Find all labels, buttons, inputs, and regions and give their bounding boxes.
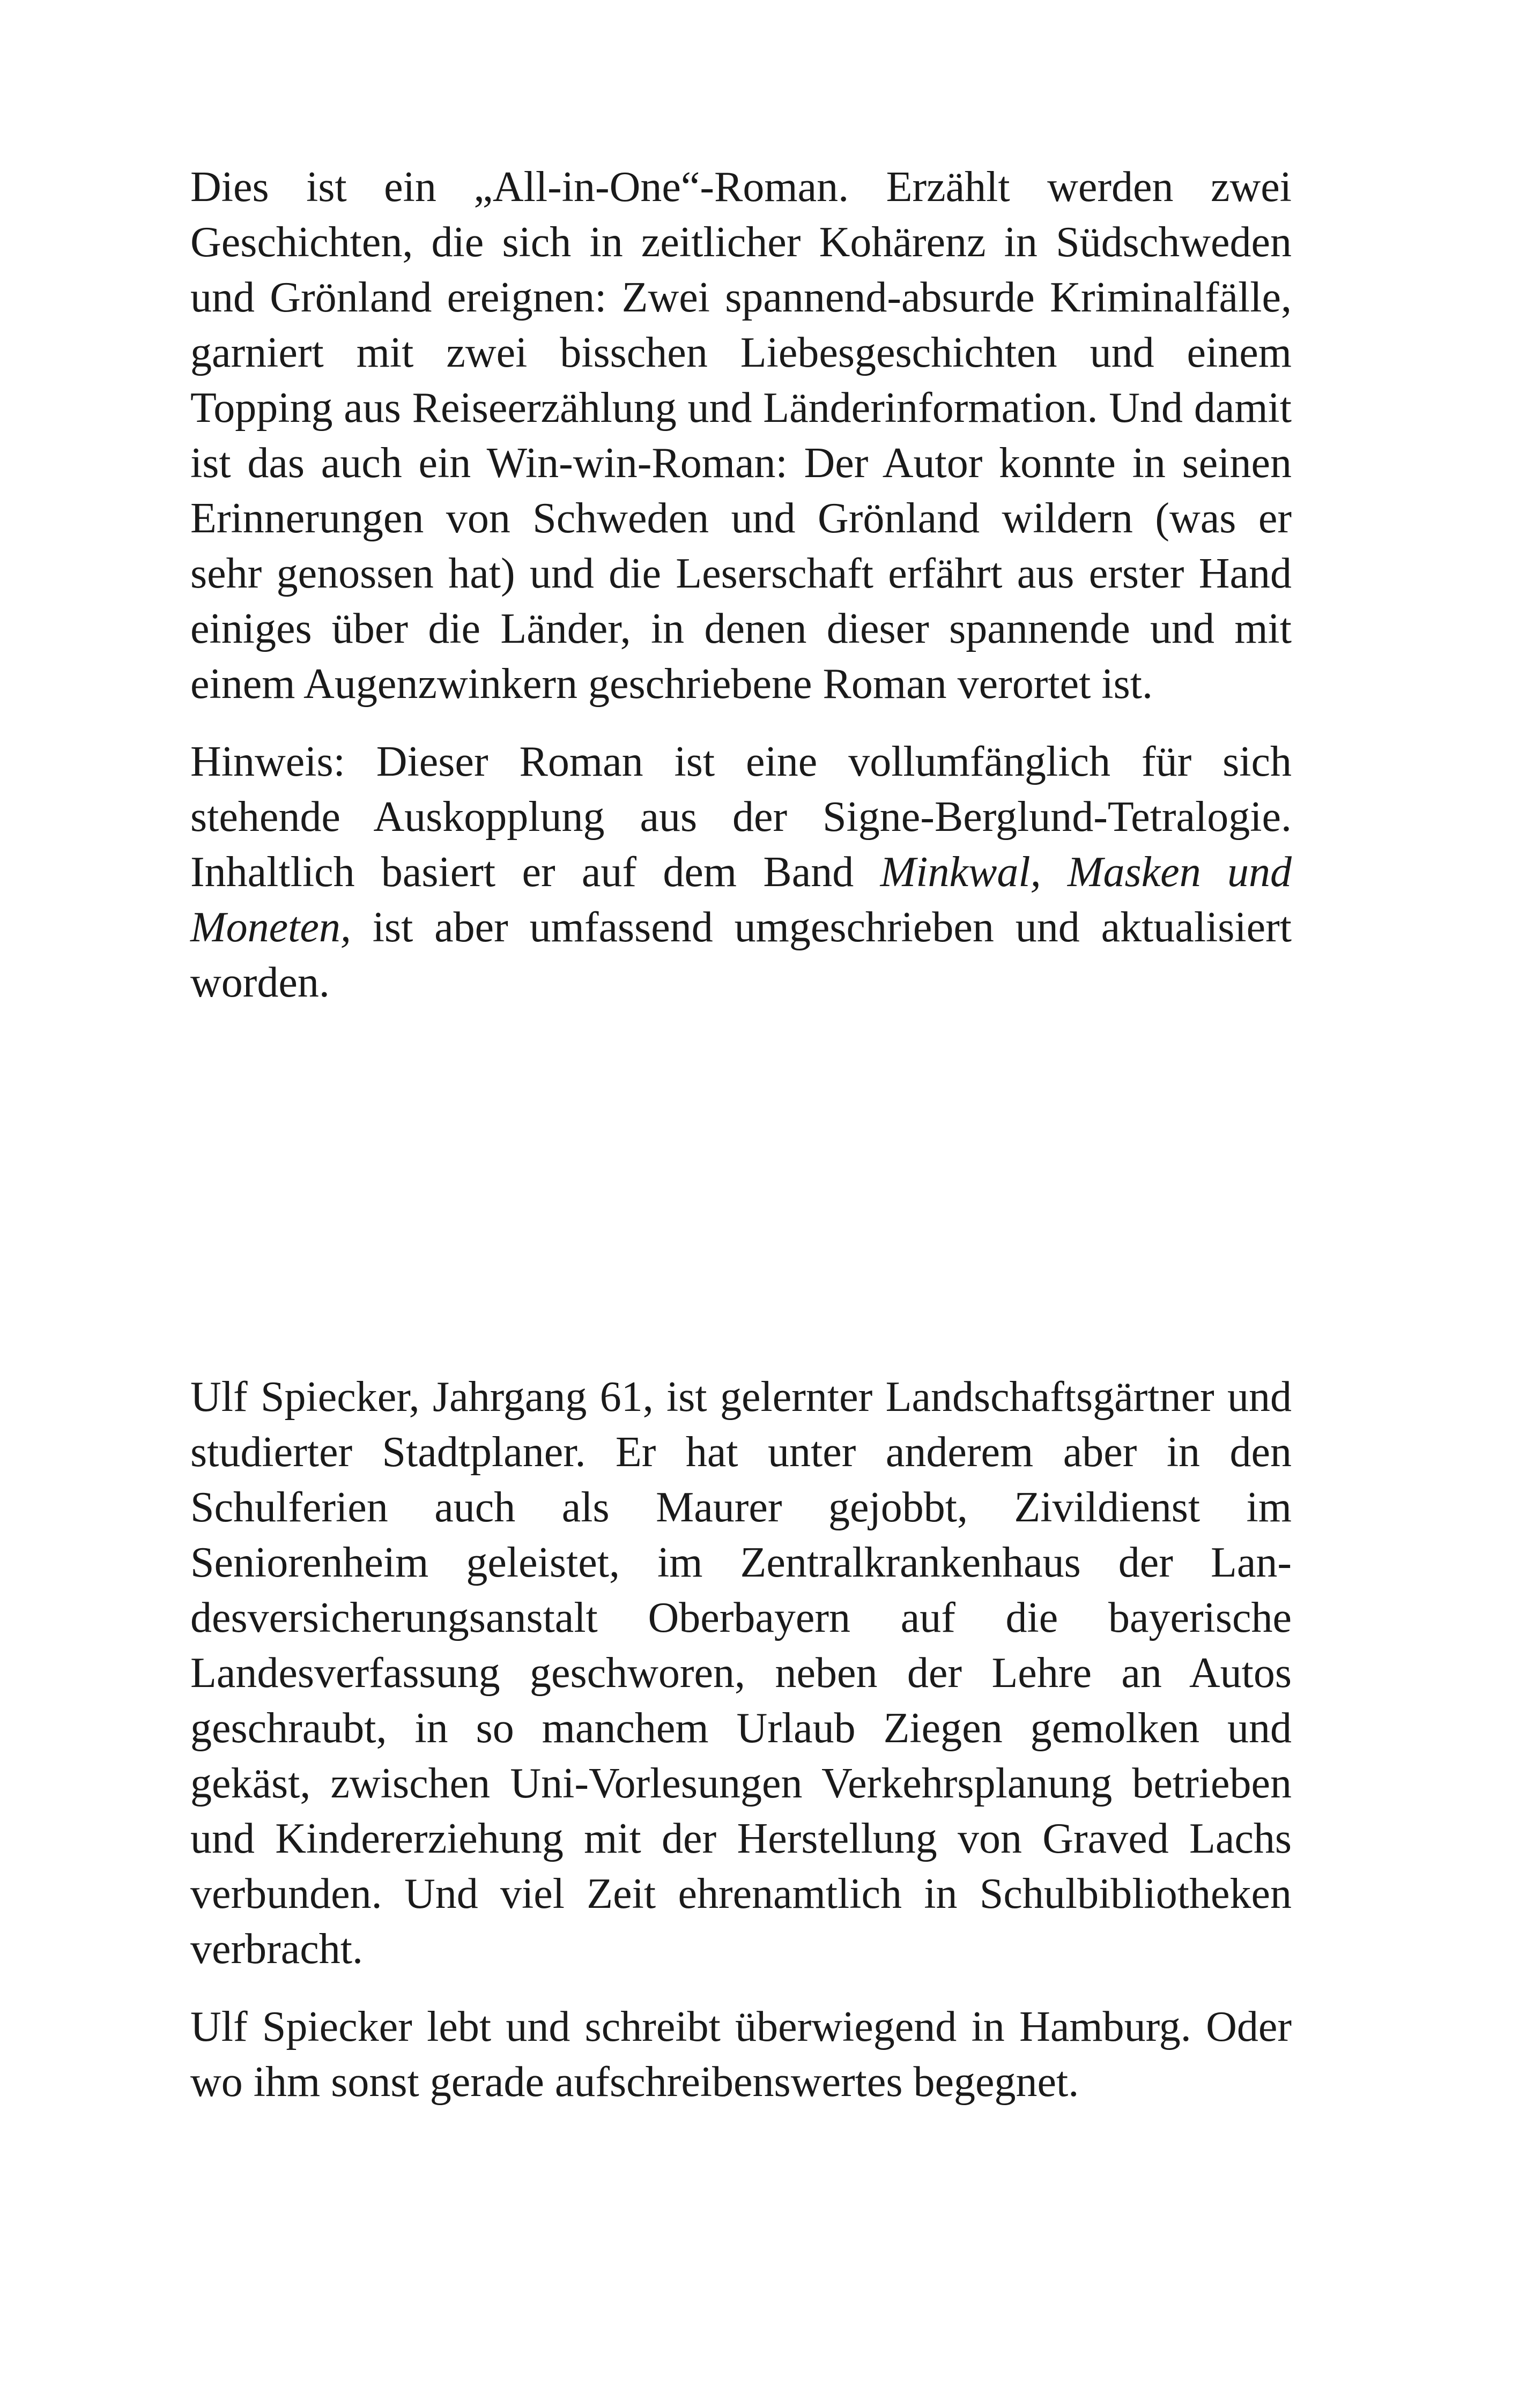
blurb-paragraph: Dies ist ein „All-in-One“-Roman. Erzählt werden zwei Geschichten, die sich in zeitlicher Kohärenz in Südschweden und Grönland ereignen: Zwei spannend-absurde Kriminalfälle, garniert mit zwei bisschen Liebesgeschichten und einem Topping aus Reiseerzählung und Länderinformation. Und damit ist das auch ein Win-win-Roman: Der Autor konnte in seinen Erinnerungen von Schweden und Grönland wildern (was er sehr genossen hat) und die Leserschaft erfährt aus erster Hand einiges über die Länder, in denen dieser spannende und mit einem Augenzwinkern geschriebene Roman verortet ist. — [190, 163, 1292, 708]
referenced-book-title: Minkwal, Masken und Moneten, — [190, 849, 1292, 951]
book-blurb — [190, 160, 1292, 1010]
note-text-end: ist aber umfassend umgeschrieben und aktualisiert worden. — [190, 904, 1292, 1006]
blurb-note — [190, 734, 1292, 1010]
note-text-start: Hinweis: Dieser Roman ist eine vollumfänglich für sich stehende Auskopplung aus der Signe-Berglund-Tetralogie. Inhaltlich basiert er auf dem Band — [190, 738, 1292, 896]
bio-paragraph: Ulf Spiecker, Jahrgang 61, ist gelernter Landschaftsgärtner und studierter Stadtplaner. Er hat unter anderem aber in den Schulferien auch als Maurer gejobbt, Zivildienst im Seniorenheim geleistet, im Zentralkrankenhaus der Landesversicherungsanstalt Oberbayern auf die bayerische Landesverfassung geschworen, neben der Lehre an Autos geschraubt, in so manchem Urlaub Ziegen gemolken und gekäst, zwischen Uni-Vorlesungen Verkehrsplanung betrieben und Kindererziehung mit der Herstellung von Graved Lachs verbunden. Und viel Zeit ehrenamtlich in Schulbibliotheken verbracht. — [190, 1373, 1292, 1973]
author-bio — [190, 1370, 1292, 2110]
bio-location-paragraph: Ulf Spiecker lebt und schreibt überwiegend in Hamburg. Oder wo ihm sonst gerade aufschreibenswertes begegnet. — [190, 2003, 1292, 2106]
